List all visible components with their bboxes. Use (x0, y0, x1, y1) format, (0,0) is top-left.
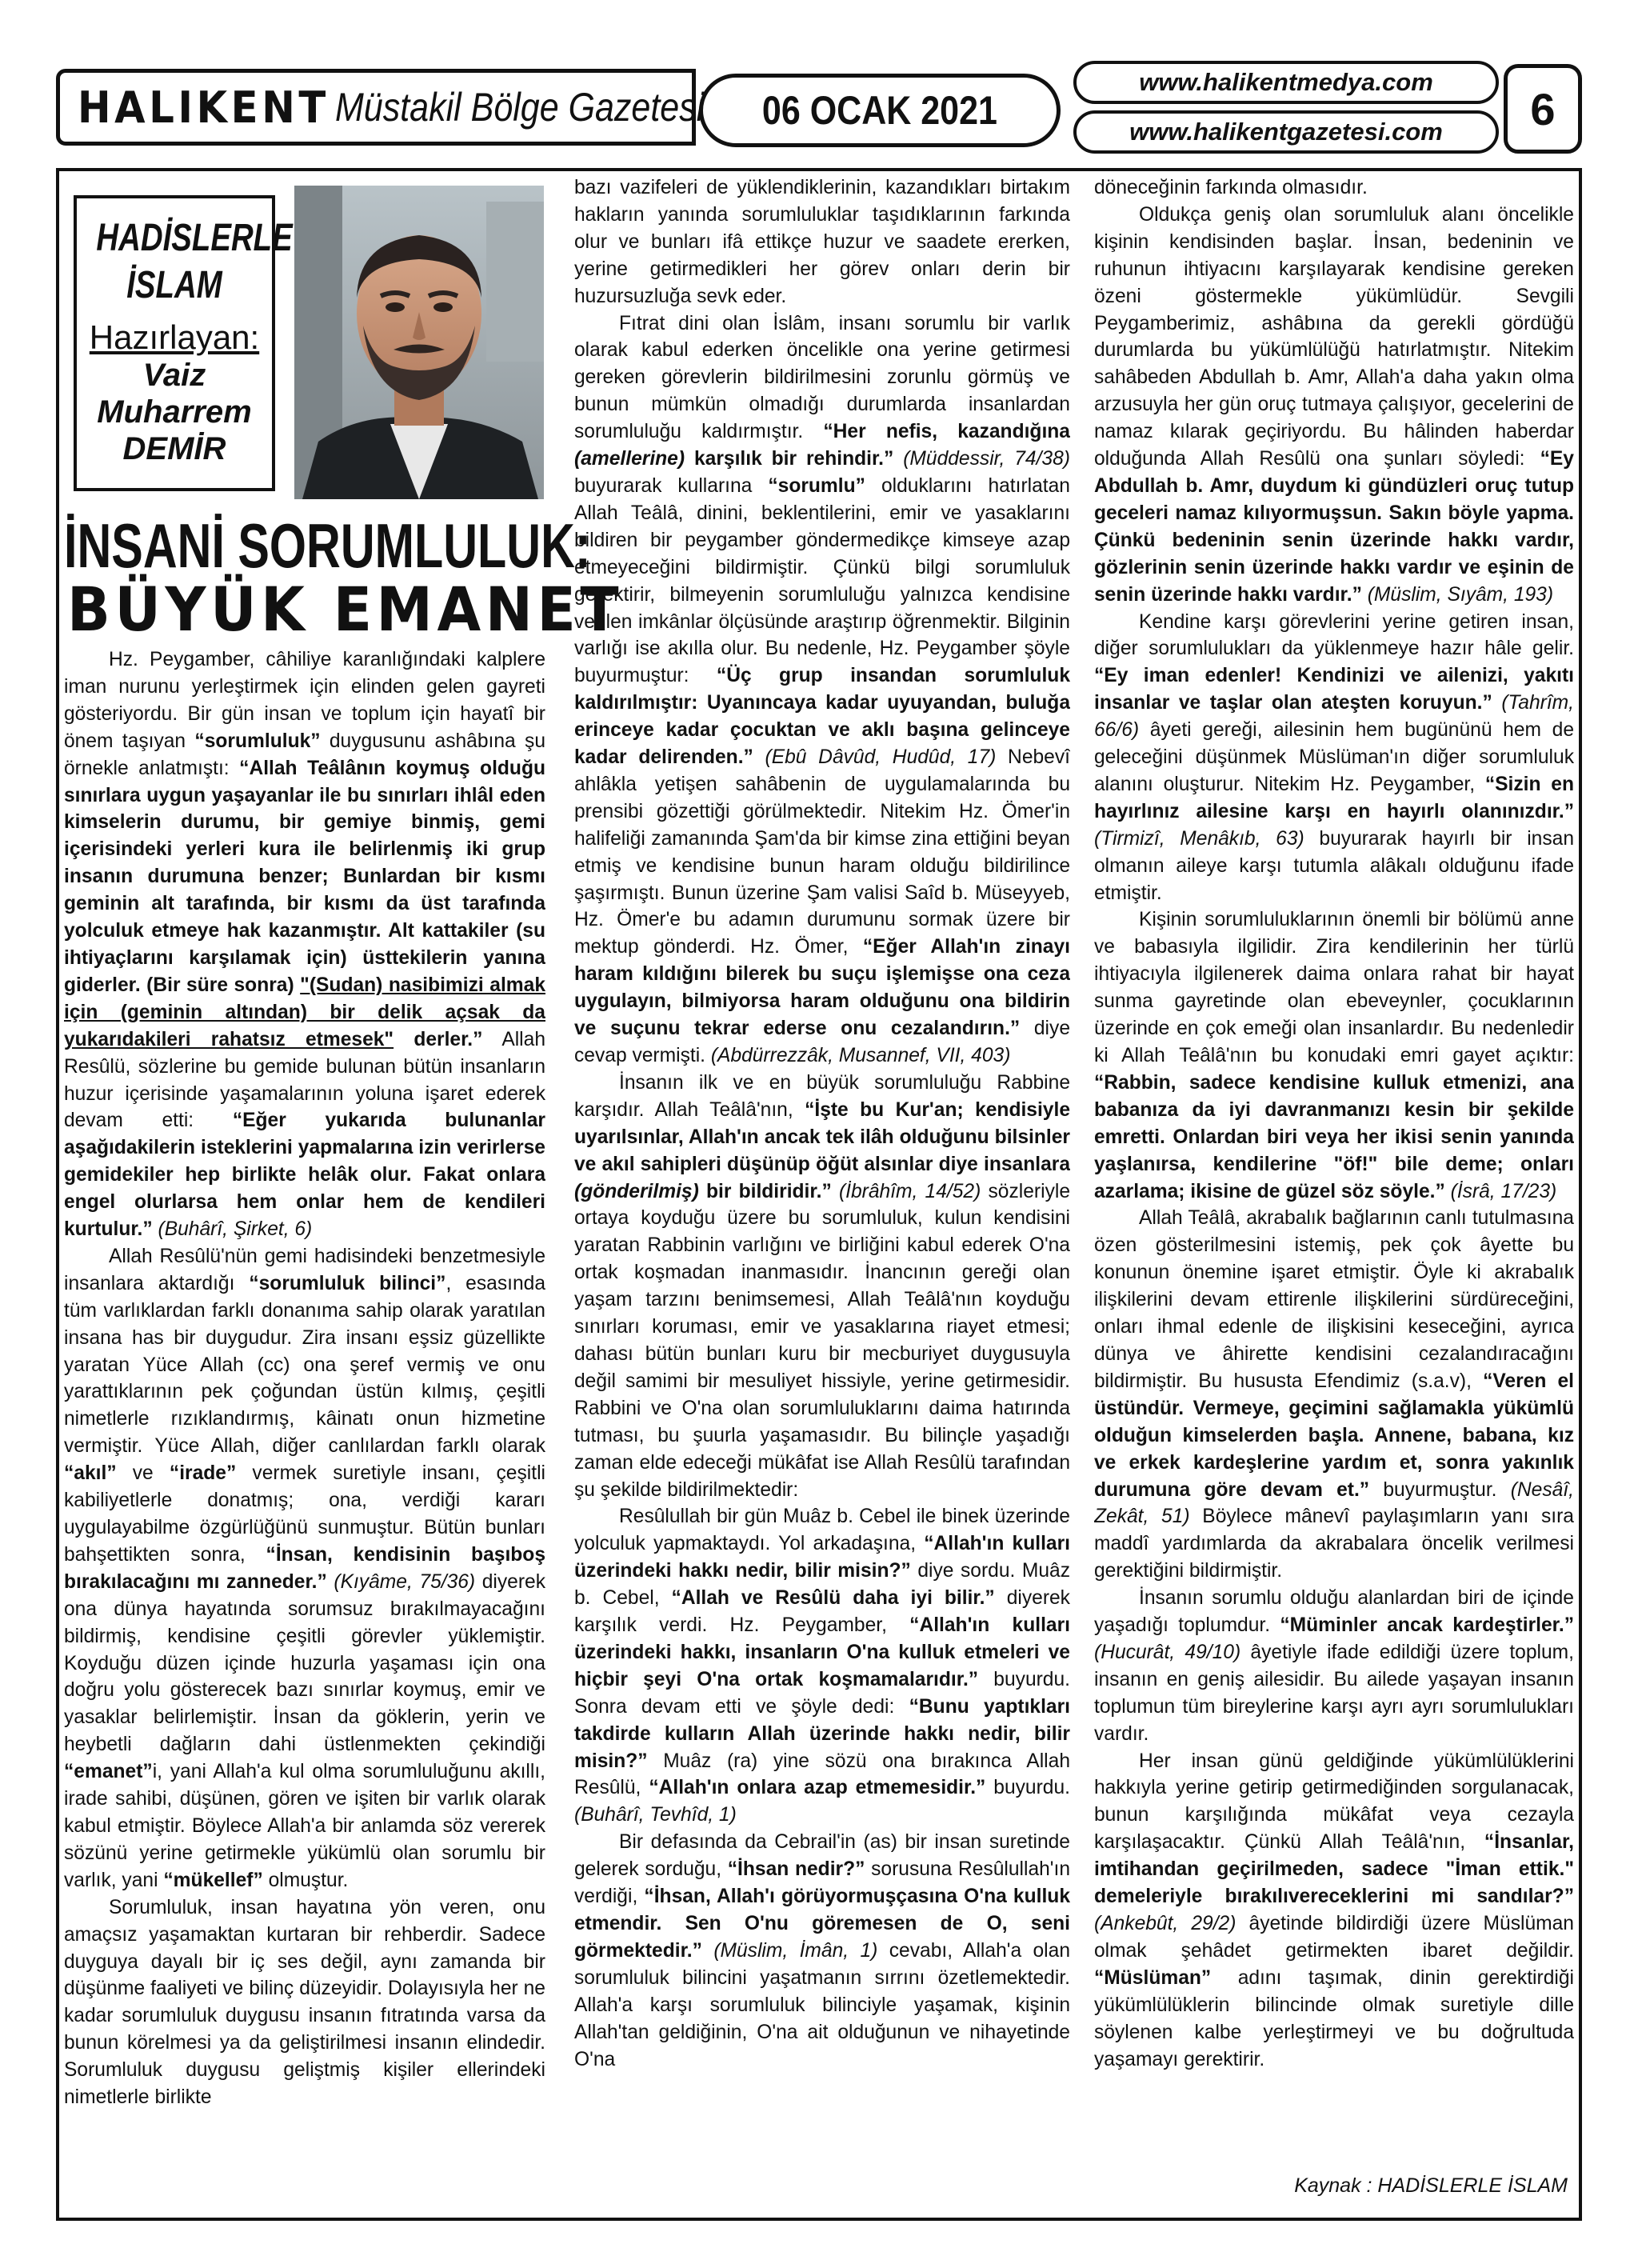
section-box (74, 195, 293, 491)
page-number: 6 (1504, 64, 1582, 154)
section-title-line1: HADİSLERLE (96, 217, 293, 259)
issue-date-text: 06 OCAK 2021 (761, 88, 997, 133)
website-url-primary[interactable]: www.halikentmedya.com (1073, 61, 1499, 104)
author-last-name: DEMİR (122, 431, 226, 466)
article-column-1: Hz. Peygamber, câhiliye karanlığındaki kalplere iman nurunu yerleştirmek için elinden gelen gayreti gösteriyordu. Bir gün insan ve toplum için hayatî bir önem taşıyan “sorumluluk” duygusunu ashâbına şu örnekle anlatmıştı: “Allah Teâlânın koymuş olduğu sınırlara uygun yaşayanlar ile bu sınırları ihlâl eden kimselerin durumu, bir gemiye binmiş, gemi içerisindeki yerleri kura ile belirlenmiş iki grup insanın durumuna benzer; Bunlardan bir kısmı geminin alt tarafında, bir kısmı da üst tarafında yolculuk etmeye hak kazanmıştır. Alt kattakiler (su ihtiyaçlarını karşılamak için) üsttekilerin yanına giderler. (Bir süre sonra) "(Sudan) nasibimizi almak için (geminin altından) bir delik açsak da yukarıdakileri rahatsız etmesek" derler.” Allah Resûlü, sözlerine bu gemide bulunan bütün insanların huzur içerisinde yaşamalarının yoluna işaret ederek devam etti: “Eğer yukarıda bulunanlar aşağıdakilerin isteklerini yapmalarına izin verirlerse gemidekiler hep birlikte helâk olur. Fakat onlara engel olurlarsa hem onlar hem de kendileri kurtulur.” (Buhârî, Şirket, 6) Allah Resûlü'nün gemi hadisindeki benzetmesiyle insanlara aktardığı “sorumluluk bilinci”, esasında tüm varlıklardan farklı donanıma sahip olarak yaratılan insana has bir duygudur. Zira insanı eşsiz güzellikte yaratan Yüce Allah (cc) ona şeref vermiş ve onu yarattıklarının pek çoğundan üstün kılmış, çeşitli nimetlerle rızıklandırmış, kâinatı onun hizmetine vermiştir. Yüce Allah, diğer canlılardan farklı olarak “akıl” ve “irade” vermek suretiyle insanı, çeşitli kabiliyetlerle donatmış; ona, verdiği kararı uygulayabilme özgürlüğünü sunmuştur. Bütün bunları bahşettikten sonra, “İnsan, kendisinin başıboş bırakılacağını mı zanneder.” (Kıyâme, 75/36) diyerek ona dünya hayatında sorumsuz bırakılmayacağını bildirmiş, kendisine çeşitli görevler yüklemiştir. Koyduğu düzen içinde huzurla yaşaması için ona doğru yolu gösterecek bazı sınırlar koymuş, emir ve yasaklar belirlemiştir. İnsan da göklerin, yerin ve heybetli dağların dahi üstlenmekten çekindiği “emanet”i, yani Allah'a kul olma sorumluluğunu akıllı, irade sahibi, düşünen, gören ve işiten bir varlık olarak kabul etmiştir. Böylece Allah'a bir anlamda söz vererek sözünü yerine getirmekle yükümlü olan sorumlu bir varlık, yani “mükellef” olmuştur. Sorumluluk, insan hayatına yön veren, onu amaçsız yaşamaktan kurtaran bir rehberdir. Sadece duyguya dayalı bir iç ses değil, aynı zamanda bir düşünme faaliyeti ve bilinç düzeyidir. Dolayısıyla her ne kadar sorumluluk duygusu insanın fıtratında varsa da bunun körelmesi ya da geliştirilmesi insanın elindedir. Sorumluluk duygusu geliştmiş kişiler ellerindeki nimetlerle birlikte (64, 649, 545, 2109)
author-photo (294, 186, 544, 499)
newspaper-tagline: Müstakil Bölge Gazetesi (335, 85, 705, 130)
article-source: Kaynak : HADİSLERLE İSLAM (1294, 2174, 1568, 2197)
masthead (56, 69, 705, 146)
newspaper-brand: HALIKENT (78, 82, 330, 133)
section-title-line2: İSLAM (126, 264, 222, 306)
prepared-by-label: Hazırlayan: (89, 318, 260, 356)
issue-date (699, 74, 1061, 147)
article-subheadline: BÜYÜK EMANET (67, 574, 624, 645)
article-column-2: bazı vazifeleri de yüklendiklerinin, kazandıkları birtakım hakların yanında sorumluluklar taşıdıklarının farkında olur ve bunları ifâ ettikçe huzur ve saadete ererken, yerine getirmedikleri her görev onları derin bir huzursuzluğa sevk eder. Fıtrat dini olan İslâm, insanı sorumlu bir varlık olarak kabul ederken öncelikle ona yerine getirmesi gereken görevlerin bildirilmesini zorunlu görmüş ve bunun mümkün olmadığı durumlarda insanlardan sorumluluğu kaldırmıştır. “Her nefis, kazandığına (amellerine) karşılık bir rehindir.” (Müddessir, 74/38) buyurarak kullarına “sorumlu” olduklarını hatırlatan Allah Teâlâ, dinini, beklentilerini, emir ve yasaklarını bildiren bir peygamber göndermedikçe kimseye azap etmeyeceğini bildirmiştir. Çünkü bilgi sorumluluk gerektirir, bilmeyenin sorumluluğu yalnızca kendisine verilen imkânlar ölçüsünde araştırıp öğrenmektir. Bilginin varlığı ise akılla olur. Bu nedenle, Hz. Peygamber şöyle buyurmuştur: “Üç grup insandan sorumluluk kaldırılmıştır: Uyanıncaya kadar uyuyandan, buluğa erinceye kadar çocuktan ve aklı başına gelinceye kadar delirenden.” (Ebû Dâvûd, Hudûd, 17) Nebevî ahlâkla yetişen sahâbenin de uygulamalarında bu prensibi gözettiği görülmektedir. Nitekim Hz. Ömer'in halifeliği zamanında Şam'da bir kimse zina ettiğini beyan etmiş ve kendisine bunun haram olduğu bildirilince şaşırmıştı. Bunun üzerine Şam valisi Saîd b. Müseyyeb, Hz. Ömer'e bu adamın durumunu sormak üzere bir mektup gönderdi. Hz. Ömer, “Eğer Allah'ın zinayı haram kıldığını bilerek bu suçu işlemişse ona ceza uygulayın, bilmiyorsa haram olduğunu ona bildirin ve suçunu tekrar ederse onu cezalandırın.” diye cevap vermişti. (Abdürrezzâk, Musannef, VII, 403) İnsanın ilk ve en büyük sorumluluğu Rabbine karşıdır. Allah Teâlâ'nın, “İşte bu Kur'an; kendisiyle uyarılsınlar, Allah'ın ancak tek ilâh olduğunu bilsinler ve akıl sahipleri düşünüp öğüt alsınlar diye insanlara (gönderilmiş) bir bildiridir.” (İbrâhîm, 14/52) sözleriyle ortaya koyduğu üzere bu sorumluluk, kulun kendisini yaratan Rabbinin varlığını ve birliğini kabul ederek O'na ortak koşmadan inanmasıdır. İnancının gereği olan yaşam tarzını benimsemesi, Allah Teâlâ'nın koyduğu sınırları koruması, emir ve yasaklarına riayet etmesi; dahası bütün bunları kuru bir mecburiyet duygusuyla değil samimi bir mesuliyet hissiyle, yerine getirmesidir. Rabbini ve O'na olan sorumluluklarını daima hatırında tutması, bu şuurla yaşamasıdır. Bu bilinçle yaşadığı zaman elde edeceği mükâfat ise Allah Resûlü tarafından şu şekilde bildirilmektedir: Resûlullah bir gün Muâz b. Cebel ile binek üzerinde yolculuk yapmaktaydı. Yol arkadaşına, “Allah'ın kulları üzerindeki hakkı nedir, bilir misin?” diye sordu. Muâz b. Cebel, “Allah ve Resûlü daha iyi bilir.” diyerek karşılık verdi. Hz. Peygamber, “Allah'ın kulları üzerindeki hakkı, insanların O'na kulluk etmeleri ve hiçbir şeyi O'na ortak koşmamalarıdır.” buyurdu. Sonra devam etti ve şöyle dedi: “Bunu yaptıkları takdirde kulların Allah üzerinde hakkı nedir, bilir misin?” Muâz (ra) yine sözü ona bırakınca Allah Resûlü, “Allah'ın onlara azap etmemesidir.” buyurdu. (Buhârî, Tevhîd, 1) Bir defasında da Cebrail'in (as) bir insan suretinde gelerek sorduğu, “İhsan nedir?” sorusuna Resûlullah'ın verdiği, “İhsan, Allah'ı görüyormuşçasına O'na kulluk etmendir. Sen O'nu göremesen de O, seni görmektedir.” (Müslim, İmân, 1) cevabı, Allah'a olan sorumluluk bilincini yaşatmanın sırrını özetlemektedir. Allah'a karşı sorumluluk bilinciyle yaşamak, kişinin Allah'tan geldiğinin, O'na ait olduğunun ve nihayetinde O'na (574, 177, 1070, 2070)
website-url-secondary[interactable]: www.halikentgazetesi.com (1073, 110, 1499, 154)
page-header (56, 56, 1582, 157)
author-first-name: Muharrem (97, 394, 252, 430)
article-column-3: döneceğinin farkında olmasıdır. Oldukça geniş olan sorumluluk alanı öncelikle kişinin kendisinden başlar. İnsan, bedeninin ve ruhunun ihtiyacını karşılayarak kendisine gereken özeni göstermekle yükümlüdür. Sevgili Peygamberimiz, ashâbına da gerekli gördüğü durumlarda bu yükümlülüğü hatırlatmıştır. Nitekim sahâbeden Abdullah b. Amr, Allah'a daha yakın olma arzusuyla her gün oruç tutmaya çalışıyor, gecelerini de namaz kılarak geçiriyordu. Bu hâlinden haberdar olduğunda Allah Resûlü ona şunları söyledi: “Ey Abdullah b. Amr, duydum ki gündüzleri oruç tutup geceleri namaz kılıyormuşsun. Sakın böyle yapma. Çünkü bedeninin senin üzerinde hakkı vardır, gözlerinin senin üzerinde hakkı vardır ve eşinin de senin üzerinde hakkı vardır.” (Müslim, Sıyâm, 193) Kendine karşı görevlerini yerine getiren insan, diğer sorumlulukları da yüklenmeye hazır hâle gelir. “Ey iman edenler! Kendinizi ve ailenizi, yakıtı insanlar ve taşlar olan ateşten koruyun.” (Tahrîm, 66/6) âyeti gereği, ailesinin hem bugününü hem de geleceğini düşünmek Müslüman'ın diğer sorumluluk alanını oluşturur. Nitekim Hz. Peygamber, “Sizin en hayırlınız ailesine karşı en hayırlı olanınızdır.” (Tirmizî, Menâkıb, 63) buyurarak hayırlı bir insan olmanın aileye karşı tutumla alâkalı olduğunu ifade etmiştir. Kişinin sorumluluklarının önemli bir bölümü anne ve babasıyla ilgilidir. Zira kendilerinin her türlü ihtiyacıyla ilgilenerek daima onlara rahat bir hayat sunma gayretinde olan ebeveynler, çocuklarının üzerinde en çok emeği olan insanlardır. Bu nedenledir ki Allah Teâlâ'nın bu konudaki emri gayet açıktır: “Rabbin, sadece kendisine kulluk etmenizi, ana babanıza da iyi davranmanızı kesin bir şekilde emretti. Onlardan biri veya her ikisi senin yanında yaşlanırsa, kendilerine "öf!" bile deme; onları azarlama; ikisine de güzel söz söyle.” (İsrâ, 17/23) Allah Teâlâ, akrabalık bağlarının canlı tutulmasına özen gösterilmesini istemiş, pek çok âyette bu konunun önemine işaret etmiştir. Öyle ki akrabalık ilişkilerini devam ettirenle ilişkilerini sürdüreceğini, onları ihmal edenle de ilişkisini keseceğini, ayrıca dünya ve âhirette kendisini cezalandıracağını bildirmiştir. Bu hususta Efendimiz (s.a.v), “Veren el üstündür. Vermeye, geçimini sağlamakla yükümlü olduğun kimselerden başla. Annene, babana, kız ve erkek kardeşlerine yardım et, sonra yakınlık durumuna göre devam et.” buyurmuştur. (Nesâî, Zekât, 51) Böylece mânevî paylaşımların yanı sıra maddî yardımlarda da akrabalara öncelik verilmesi gerektiğini bildirmiştir. İnsanın sorumlu olduğu alanlardan biri de içinde yaşadığı toplumdur. “Müminler ancak kardeştirler.” (Hucurât, 49/10) âyetiyle ifade edildiği üzere toplum, insanın en geniş ailesidir. Bu ailede yaşayan insanın toplumun tüm bireylerine karşı ayrı ayrı sorumlulukları vardır. Her insan günü geldiğinde yükümlülüklerini hakkıyla yerine getirip getirmediğinden sorgulanacak, bunun karşılığında mükâfat veya cezayla karşılaşacaktır. Çünkü Allah Teâlâ'nın, “İnsanlar, imtihandan geçirilmeden, sadece "İman ettik." demeleriyle bırakılıvereceklerini mi sandılar?” (Ankebût, 29/2) âyetinde bildirdiği üzere Müslüman olmak şehâdet getirmekten ibaret değildir. “Müslüman” adını taşımak, dinin gerektirdiği yükümlülüklerin bilincinde olmak suretiyle dille söylenen kalbe yerleştirmeyi ve bu doğrultuda yaşamayı gerektirir. (1094, 177, 1574, 2070)
article-headline: İNSANİ SORUMLULUK: (64, 510, 591, 581)
author-title: Vaiz (142, 358, 206, 393)
